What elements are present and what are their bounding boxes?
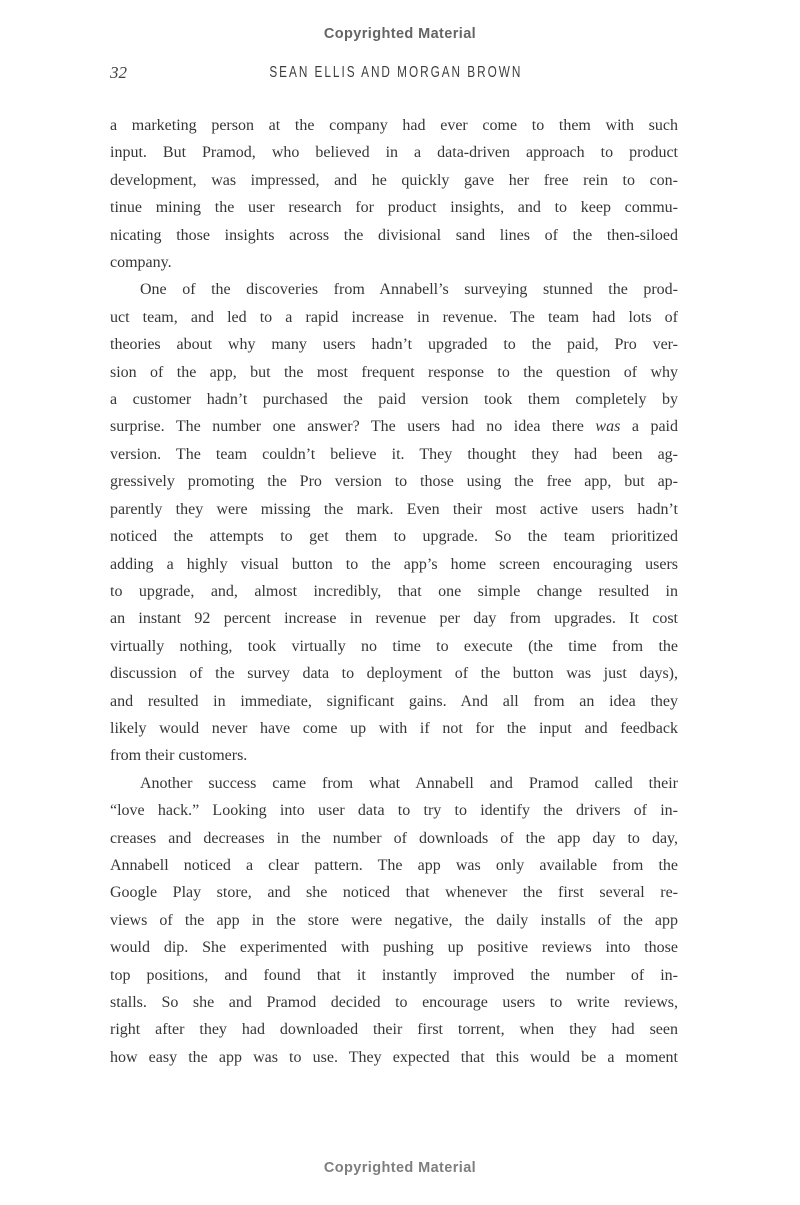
text-line: right after they had downloaded their first torrent, when they had seen	[110, 1021, 678, 1039]
text-line: theories about why many users hadn’t upgraded to the paid, Pro ver-	[110, 336, 678, 354]
text-line: Another success came from what Annabell and Pramod called their	[140, 774, 678, 792]
text-line: stalls. So she and Pramod decided to encourage users to write reviews,	[110, 994, 678, 1011]
text-line: how easy the app was to use. They expected that this would be a moment	[110, 1048, 678, 1066]
text-line: version. The team couldn’t believe it. They thought they had been ag-	[110, 445, 678, 463]
text-line: a customer hadn’t purchased the paid version took them completely by	[110, 391, 678, 409]
text-line: One of the discoveries from Annabell’s surveying stunned the prod-	[140, 281, 678, 299]
text-line: parently they were missing the mark. Even their most active users hadn’t	[110, 500, 678, 518]
text-line: from their customers.	[110, 747, 248, 765]
paragraph	[110, 770, 678, 1071]
text-line: “love hack.” Looking into user data to try to identify the drivers of in-	[110, 802, 678, 820]
text-line: tinue mining the user research for product insights, and to keep commu-	[110, 199, 678, 217]
paragraph	[110, 112, 678, 276]
page-header	[110, 62, 690, 84]
text-line: would dip. She experimented with pushing up positive reviews into those	[110, 939, 678, 957]
text-line: gressively promoting the Pro version to those using the free app, but ap-	[110, 473, 678, 491]
text-line: creases and decreases in the number of downloads of the app day to day,	[110, 829, 678, 847]
copyright-notice-bottom: Copyrighted Material	[323, 1160, 477, 1176]
text-line: Annabell noticed a clear pattern. The app was only available from the	[110, 856, 678, 874]
text-line: and resulted in immediate, significant gains. And all from an idea they	[110, 692, 678, 710]
copyright-notice-top: Copyrighted Material	[323, 26, 477, 42]
text-line: likely would never have come up with if not for the input and feedback	[110, 719, 678, 737]
text-line: adding a highly visual button to the app’s home screen encouraging users	[110, 555, 678, 573]
text-line: views of the app in the store were negative, the daily installs of the app	[110, 911, 678, 929]
text-line: discussion of the survey data to deployment of the button was just days),	[110, 665, 678, 683]
paragraph	[110, 276, 678, 769]
text-line: an instant 92 percent increase in revenue per day from upgrades. It cost	[110, 610, 678, 628]
text-line: to upgrade, and, almost incredibly, that one simple change resulted in	[110, 582, 678, 600]
text-line: Google Play store, and she noticed that whenever the first several re-	[110, 884, 678, 902]
body-text	[110, 112, 678, 1071]
text-line: development, was impressed, and he quickly gave her free rein to con-	[110, 171, 678, 189]
text-line: a marketing person at the company had ever come to them with such	[110, 117, 678, 134]
text-line: company.	[110, 254, 172, 272]
text-line: virtually nothing, took virtually no time to execute (the time from the	[110, 637, 678, 655]
text-line: top positions, and found that it instantly improved the number of in-	[110, 966, 678, 984]
text-line: sion of the app, but the most frequent response to the question of why	[110, 363, 678, 381]
text-line: nicating those insights across the divisional sand lines of the then-siloed	[110, 226, 678, 244]
text-line: uct team, and led to a rapid increase in revenue. The team had lots of	[110, 308, 678, 326]
text-line: input. But Pramod, who believed in a data-driven approach to product	[110, 144, 678, 162]
text-line: noticed the attempts to get them to upgrade. So the team prioritized	[110, 528, 678, 546]
running-header: SEAN ELLIS AND MORGAN BROWN	[269, 64, 523, 81]
text-line: surprise. The number one answer? The users had no idea there was a paid	[110, 418, 678, 436]
page-number: 32	[110, 63, 127, 82]
